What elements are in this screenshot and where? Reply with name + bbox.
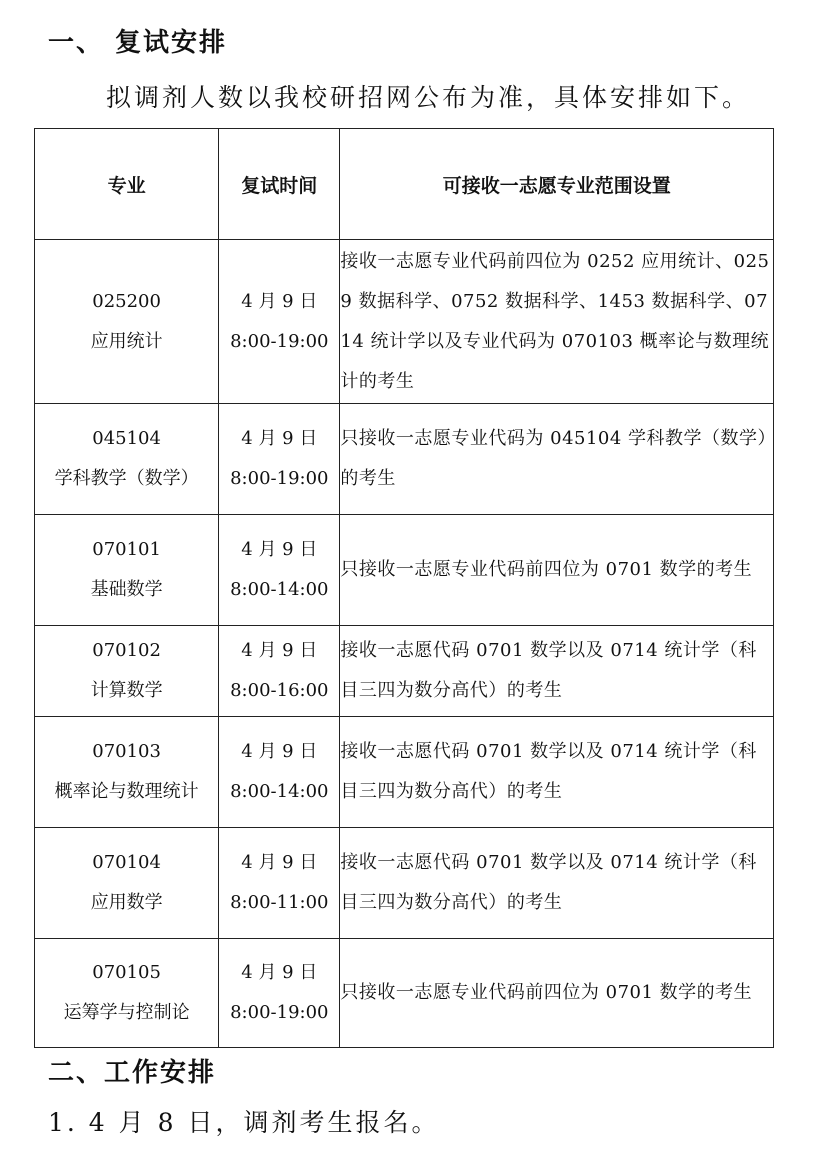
section-heading-1: 一、 复试安排 [48, 28, 228, 58]
major-code: 070104 [92, 852, 161, 873]
schedule-table [34, 128, 774, 1048]
exam-date: 4 月 9 日 [241, 741, 318, 762]
major-cell [35, 515, 219, 626]
major-cell [35, 404, 219, 515]
exam-time: 8:00-14:00 [230, 781, 329, 802]
time-cell [219, 717, 340, 828]
time-cell [219, 404, 340, 515]
scope-cell: 接收一志愿代码 0701 数学以及 0714 统计学（科目三四为数分高代）的考生 [340, 717, 774, 828]
exam-time: 8:00-19:00 [230, 1002, 329, 1023]
scope-cell: 接收一志愿代码 0701 数学以及 0714 统计学（科目三四为数分高代）的考生 [340, 626, 774, 717]
major-code: 070103 [92, 741, 161, 762]
table-row [35, 240, 774, 404]
major-name: 应用数学 [90, 892, 163, 913]
major-name: 基础数学 [90, 579, 163, 600]
time-cell [219, 939, 340, 1048]
scope-cell: 只接收一志愿专业代码为 045104 学科教学（数学）的考生 [340, 404, 774, 515]
work-item-1: 1. 4 月 8 日，调剂考生报名。 [48, 1108, 440, 1137]
exam-time: 8:00-11:00 [230, 892, 329, 913]
table-row [35, 828, 774, 939]
scope-cell: 只接收一志愿专业代码前四位为 0701 数学的考生 [340, 939, 774, 1048]
major-name: 学科教学（数学） [54, 468, 199, 489]
major-code: 070101 [92, 539, 161, 560]
exam-date: 4 月 9 日 [241, 290, 318, 312]
major-name: 运筹学与控制论 [63, 1002, 190, 1023]
scope-cell: 接收一志愿代码 0701 数学以及 0714 统计学（科目三四为数分高代）的考生 [340, 828, 774, 939]
exam-date: 4 月 9 日 [241, 428, 318, 449]
time-cell [219, 240, 340, 404]
exam-date: 4 月 9 日 [241, 962, 318, 983]
major-cell [35, 626, 219, 717]
table-row [35, 515, 774, 626]
major-cell [35, 828, 219, 939]
table-row [35, 404, 774, 515]
header-major: 专业 [35, 129, 219, 240]
table-row [35, 717, 774, 828]
intro-paragraph: 拟调剂人数以我校研招网公布为准，具体安排如下。 [106, 83, 751, 112]
scope-cell: 只接收一志愿专业代码前四位为 0701 数学的考生 [340, 515, 774, 626]
section-heading-2: 二、工作安排 [48, 1058, 217, 1088]
table-row [35, 626, 774, 717]
major-cell [35, 240, 219, 404]
exam-time: 8:00-16:00 [230, 680, 329, 701]
major-cell [35, 717, 219, 828]
time-cell [219, 828, 340, 939]
exam-date: 4 月 9 日 [241, 852, 318, 873]
major-name: 应用统计 [90, 330, 163, 352]
table-header-row [35, 129, 774, 240]
major-cell [35, 939, 219, 1048]
exam-time: 8:00-19:00 [230, 330, 329, 352]
time-cell [219, 626, 340, 717]
scope-cell: 接收一志愿专业代码前四位为 0252 应用统计、0259 数据科学、0752 数据科学、1453 数据科学、0714 统计学以及专业代码为 070103 概率论与数理统计的考生 [340, 240, 774, 404]
time-cell [219, 515, 340, 626]
major-name: 概率论与数理统计 [54, 781, 199, 802]
header-time: 复试时间 [219, 129, 340, 240]
exam-time: 8:00-19:00 [230, 468, 329, 489]
major-code: 070102 [92, 640, 161, 661]
major-code: 045104 [92, 428, 161, 449]
exam-date: 4 月 9 日 [241, 539, 318, 560]
major-name: 计算数学 [90, 680, 163, 701]
exam-time: 8:00-14:00 [230, 579, 329, 600]
header-scope: 可接收一志愿专业范围设置 [340, 129, 774, 240]
table-row [35, 939, 774, 1048]
major-code: 025200 [92, 290, 161, 312]
exam-date: 4 月 9 日 [241, 640, 318, 661]
major-code: 070105 [92, 962, 161, 983]
